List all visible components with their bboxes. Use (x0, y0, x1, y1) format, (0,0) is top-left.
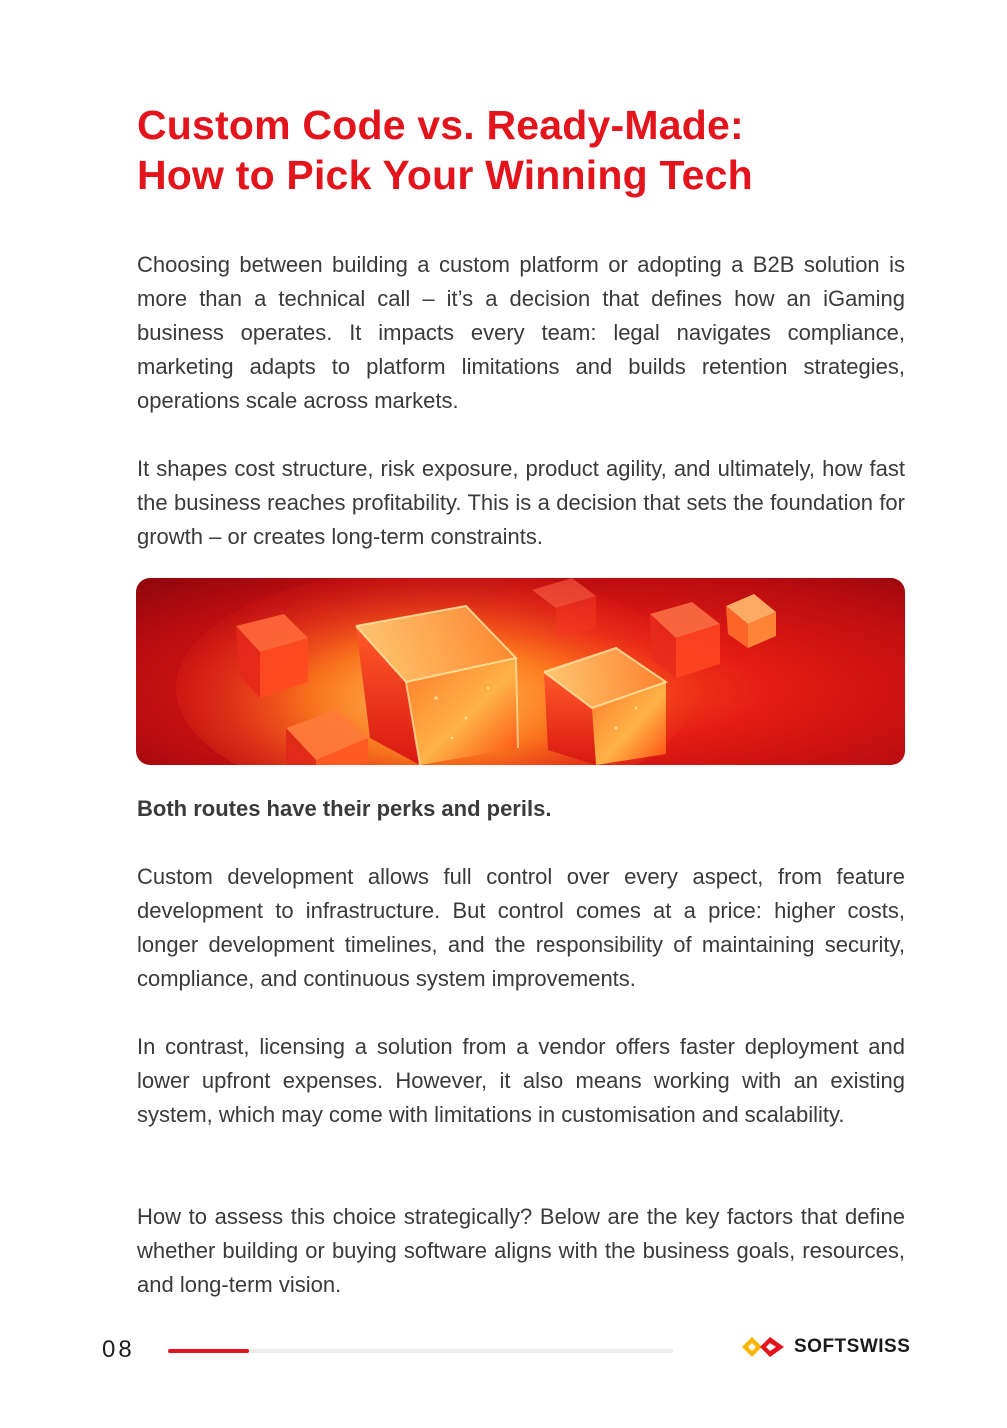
brand-name: SOFTSWISS (794, 1336, 911, 1357)
licensing-paragraph: In contrast, licensing a solution from a vendor offers faster deployment and lower upfront expenses. However, it also means working with an existing system, which may come with limitations in customisation and scalability. (137, 1034, 905, 1127)
perks-and-perils-heading: Both routes have their perks and perils. (137, 796, 552, 821)
page-title-line-2: How to Pick Your Winning Tech (137, 152, 753, 198)
brand-logo (740, 1332, 910, 1362)
assessment-paragraph: How to assess this choice strategically? Below are the key factors that define whether building or buying software aligns with the business goals, resources, and long-term vision. (137, 1204, 905, 1297)
page-title-line-1: Custom Code vs. Ready-Made: (137, 102, 744, 148)
intro-paragraph: Choosing between building a custom platform or adopting a B2B solution is more than a technical call – it’s a decision that defines how an iGaming business operates. It impacts every team: legal navigates compliance, marketing adapts to platform limitations and builds retention strategies, operations scale across markets. (137, 252, 905, 413)
page-title (137, 100, 897, 200)
glowing-cubes-illustration (136, 578, 905, 765)
impact-paragraph: It shapes cost structure, risk exposure, product agility, and ultimately, how fast the business reaches profitability. This is a decision that sets the foundation for growth – or creates long-term constraints. (137, 456, 905, 549)
small-cube-far-right (726, 594, 776, 648)
hero-image-cubes (136, 578, 905, 765)
custom-development-paragraph: Custom development allows full control over every aspect, from feature development to infrastructure. But control comes at a price: higher costs, longer development timelines, and the responsibility of maintaining security, compliance, and continuous system improvements. (137, 864, 905, 991)
page-number: 08 (102, 1336, 135, 1363)
reading-progress-bar (168, 1349, 673, 1353)
reading-progress-fill (168, 1349, 249, 1353)
softswiss-logo-icon (740, 1333, 786, 1361)
